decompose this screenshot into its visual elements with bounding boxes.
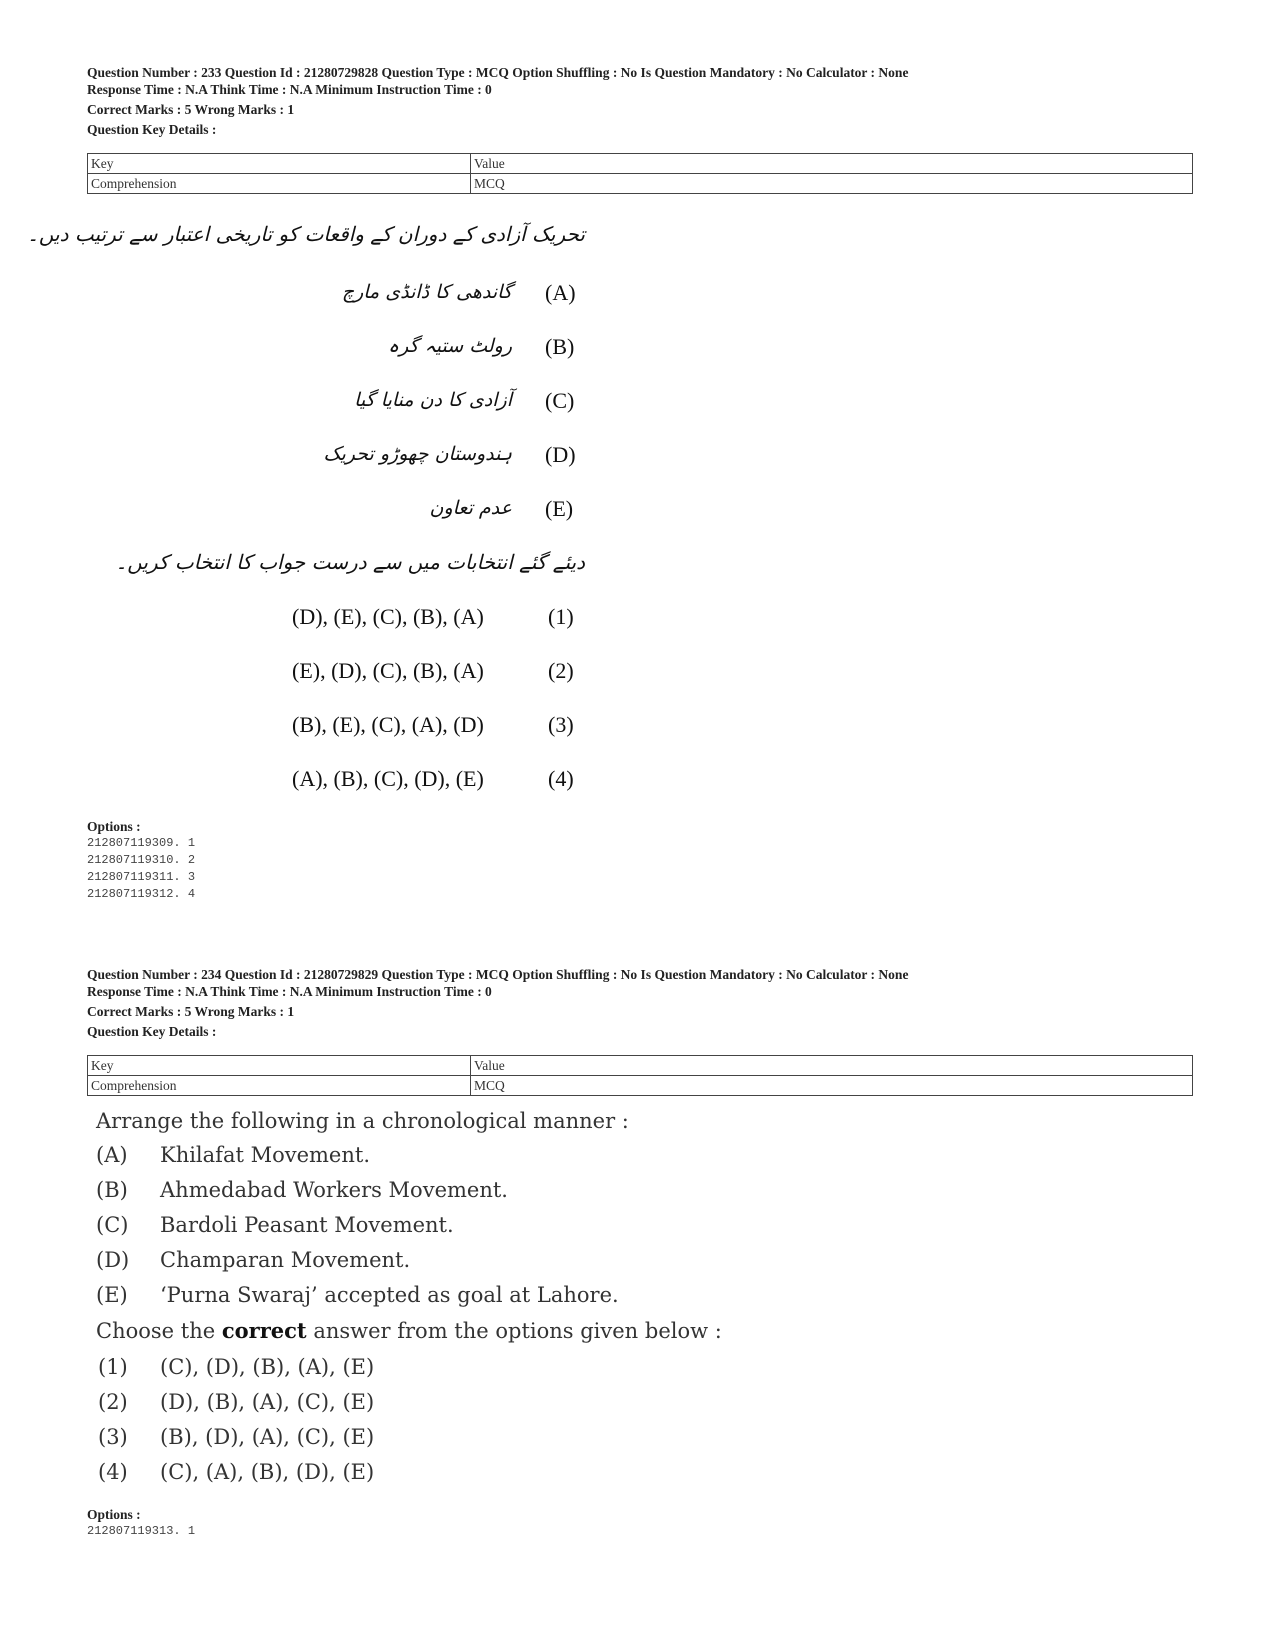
- question-233-stem: تحریک آزادی کے دوران کے واقعات کو تاریخی اعتبار سے ترتیب دیں۔: [27, 222, 585, 246]
- item-b-text: رولٹ ستیہ گرہ: [387, 335, 512, 357]
- question-233-marks: Correct Marks : 5 Wrong Marks : 1: [87, 102, 295, 117]
- question-234-choose-text: [96, 1318, 722, 1343]
- answer-3-sequence: (B), (E), (C), (A), (D): [292, 712, 484, 737]
- table-cell-key: Comprehension: [88, 174, 471, 194]
- choose-text-bold: correct: [221, 1318, 307, 1343]
- question-234-meta-line1: Question Number : 234 Question Id : 21280729829 Question Type : MCQ Option Shuffling : No Is Question Mandatory : No Calculator : None: [87, 967, 909, 982]
- question-233-header: [87, 64, 1192, 138]
- question-234-key-table-wrap: [87, 1055, 1192, 1096]
- item-b-text: Ahmedabad Workers Movement.: [160, 1178, 508, 1202]
- question-234-header: [87, 966, 1192, 1040]
- item-e-text: عدم تعاون: [429, 497, 512, 519]
- item-d-text: ہندوستان چھوڑو تحریک: [323, 443, 512, 465]
- item-c-letter: (C): [96, 1213, 129, 1237]
- table-cell-key: Comprehension: [88, 1076, 471, 1096]
- item-e-text: ‘Purna Swaraj’ accepted as goal at Lahore.: [160, 1283, 619, 1307]
- table-row: [88, 174, 1193, 194]
- item-e-letter: (E): [96, 1283, 128, 1307]
- item-e-letter: (E): [545, 496, 574, 521]
- question-233-key-details-label: Question Key Details :: [87, 122, 217, 137]
- table-header-value: Value: [471, 154, 1193, 174]
- item-c-text: Bardoli Peasant Movement.: [160, 1213, 454, 1237]
- answer-2-number: (2): [548, 658, 574, 683]
- options-label: Options :: [87, 1507, 141, 1522]
- item-c-letter: (C): [545, 388, 575, 413]
- option-id: 212807119312. 4: [87, 887, 196, 901]
- question-233-meta-line2: Response Time : N.A Think Time : N.A Minimum Instruction Time : 0: [87, 82, 492, 97]
- table-cell-value: MCQ: [471, 1076, 1193, 1096]
- answer-4-sequence: (C), (A), (B), (D), (E): [160, 1460, 375, 1484]
- choose-text-post: answer from the options given below :: [313, 1319, 722, 1343]
- question-234-meta-line2: Response Time : N.A Think Time : N.A Minimum Instruction Time : 0: [87, 984, 492, 999]
- answer-4-sequence: (A), (B), (C), (D), (E): [292, 766, 484, 791]
- question-234-options: [87, 1506, 1192, 1540]
- answer-1-sequence: (D), (E), (C), (B), (A): [292, 604, 484, 629]
- answer-3-number: (3): [548, 712, 574, 737]
- item-d-text: Champaran Movement.: [160, 1248, 411, 1272]
- option-id: 212807119310. 2: [87, 853, 196, 867]
- option-id: 212807119313. 1: [87, 1524, 196, 1538]
- question-233-choose-text: دیئے گئے انتخابات میں سے درست جواب کا انتخاب کریں۔: [115, 550, 585, 574]
- choose-text-pre: Choose the: [96, 1319, 216, 1343]
- question-234-key-table: [87, 1055, 1193, 1096]
- item-a-text: Khilafat Movement.: [160, 1143, 370, 1167]
- question-233-key-table: [87, 153, 1193, 194]
- item-b-letter: (B): [96, 1178, 128, 1202]
- answer-2-sequence: (D), (B), (A), (C), (E): [160, 1390, 375, 1414]
- question-233-meta-line1: Question Number : 233 Question Id : 21280729828 Question Type : MCQ Option Shuffling : No Is Question Mandatory : No Calculator : None: [87, 65, 909, 80]
- option-id: 212807119311. 3: [87, 870, 196, 884]
- question-234-key-details-label: Question Key Details :: [87, 1024, 217, 1039]
- item-a-letter: (A): [545, 280, 576, 305]
- table-cell-value: MCQ: [471, 174, 1193, 194]
- item-a-letter: (A): [96, 1143, 128, 1167]
- table-header-row: [88, 1056, 1193, 1076]
- option-id: 212807119309. 1: [87, 836, 196, 850]
- table-header-key: Key: [88, 154, 471, 174]
- answer-3-number: (3): [98, 1425, 128, 1449]
- item-c-text: آزادی کا دن منایا گیا: [354, 389, 512, 411]
- answer-3-sequence: (B), (D), (A), (C), (E): [160, 1425, 375, 1449]
- table-header-value: Value: [471, 1056, 1193, 1076]
- item-d-letter: (D): [545, 442, 576, 467]
- answer-4-number: (4): [548, 766, 574, 791]
- answer-2-sequence: (E), (D), (C), (B), (A): [292, 658, 484, 683]
- question-234-marks: Correct Marks : 5 Wrong Marks : 1: [87, 1004, 295, 1019]
- table-header-key: Key: [88, 1056, 471, 1076]
- item-a-text: گاندھی کا ڈانڈی مارچ: [341, 281, 512, 303]
- item-b-letter: (B): [545, 334, 575, 359]
- question-234-stem: Arrange the following in a chronological manner :: [96, 1109, 629, 1133]
- question-233-options: [87, 818, 1192, 903]
- table-header-row: [88, 154, 1193, 174]
- item-d-letter: (D): [96, 1248, 130, 1272]
- answer-4-number: (4): [98, 1460, 128, 1484]
- table-row: [88, 1076, 1193, 1096]
- answer-1-number: (1): [98, 1355, 128, 1379]
- options-label: Options :: [87, 819, 141, 834]
- answer-2-number: (2): [98, 1390, 128, 1414]
- answer-1-number: (1): [548, 604, 574, 629]
- answer-1-sequence: (C), (D), (B), (A), (E): [160, 1355, 375, 1379]
- question-233-key-table-wrap: [87, 153, 1192, 194]
